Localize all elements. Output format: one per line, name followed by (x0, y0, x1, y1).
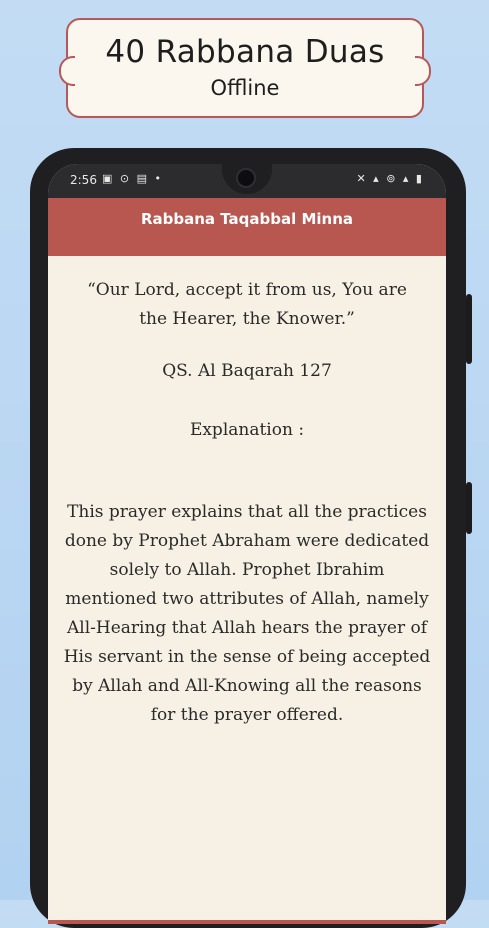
screen-title: Rabbana Taqabbal Minna (140, 210, 354, 228)
quran-reference: QS. Al Baqarah 127 (162, 361, 332, 381)
promo-title-card (66, 18, 424, 118)
dua-content (48, 276, 446, 730)
app-bar (48, 198, 446, 256)
dua-translation: “Our Lord, accept it from us, You are the Hearer, the Knower.” (87, 280, 407, 329)
bottom-bar (48, 920, 446, 924)
promo-title: 40 Rabbana Duas (105, 34, 385, 70)
system-status-icons: ✕ ▴ ⊚ ▴ ▮ (356, 172, 424, 185)
notification-icons: ▣ ⊙ ▤ • (102, 172, 163, 185)
volume-button (466, 294, 472, 364)
phone-screen (48, 164, 446, 924)
explanation-text: This prayer explains that all the practices done by Prophet Abraham were dedicated solely to Allah. Prophet Ibrahim mentioned two attributes of Allah, namely All-Hearing that Allah hears the prayer of His servant in the sense of being accepted by Allah and All-Knowing all the reasons for the prayer offered. (63, 502, 431, 725)
status-time: 2:56 (70, 173, 97, 187)
power-button (466, 482, 472, 534)
explanation-heading: Explanation : (189, 420, 305, 440)
front-camera-icon (236, 168, 256, 188)
promo-subtitle: Offline (210, 76, 280, 100)
